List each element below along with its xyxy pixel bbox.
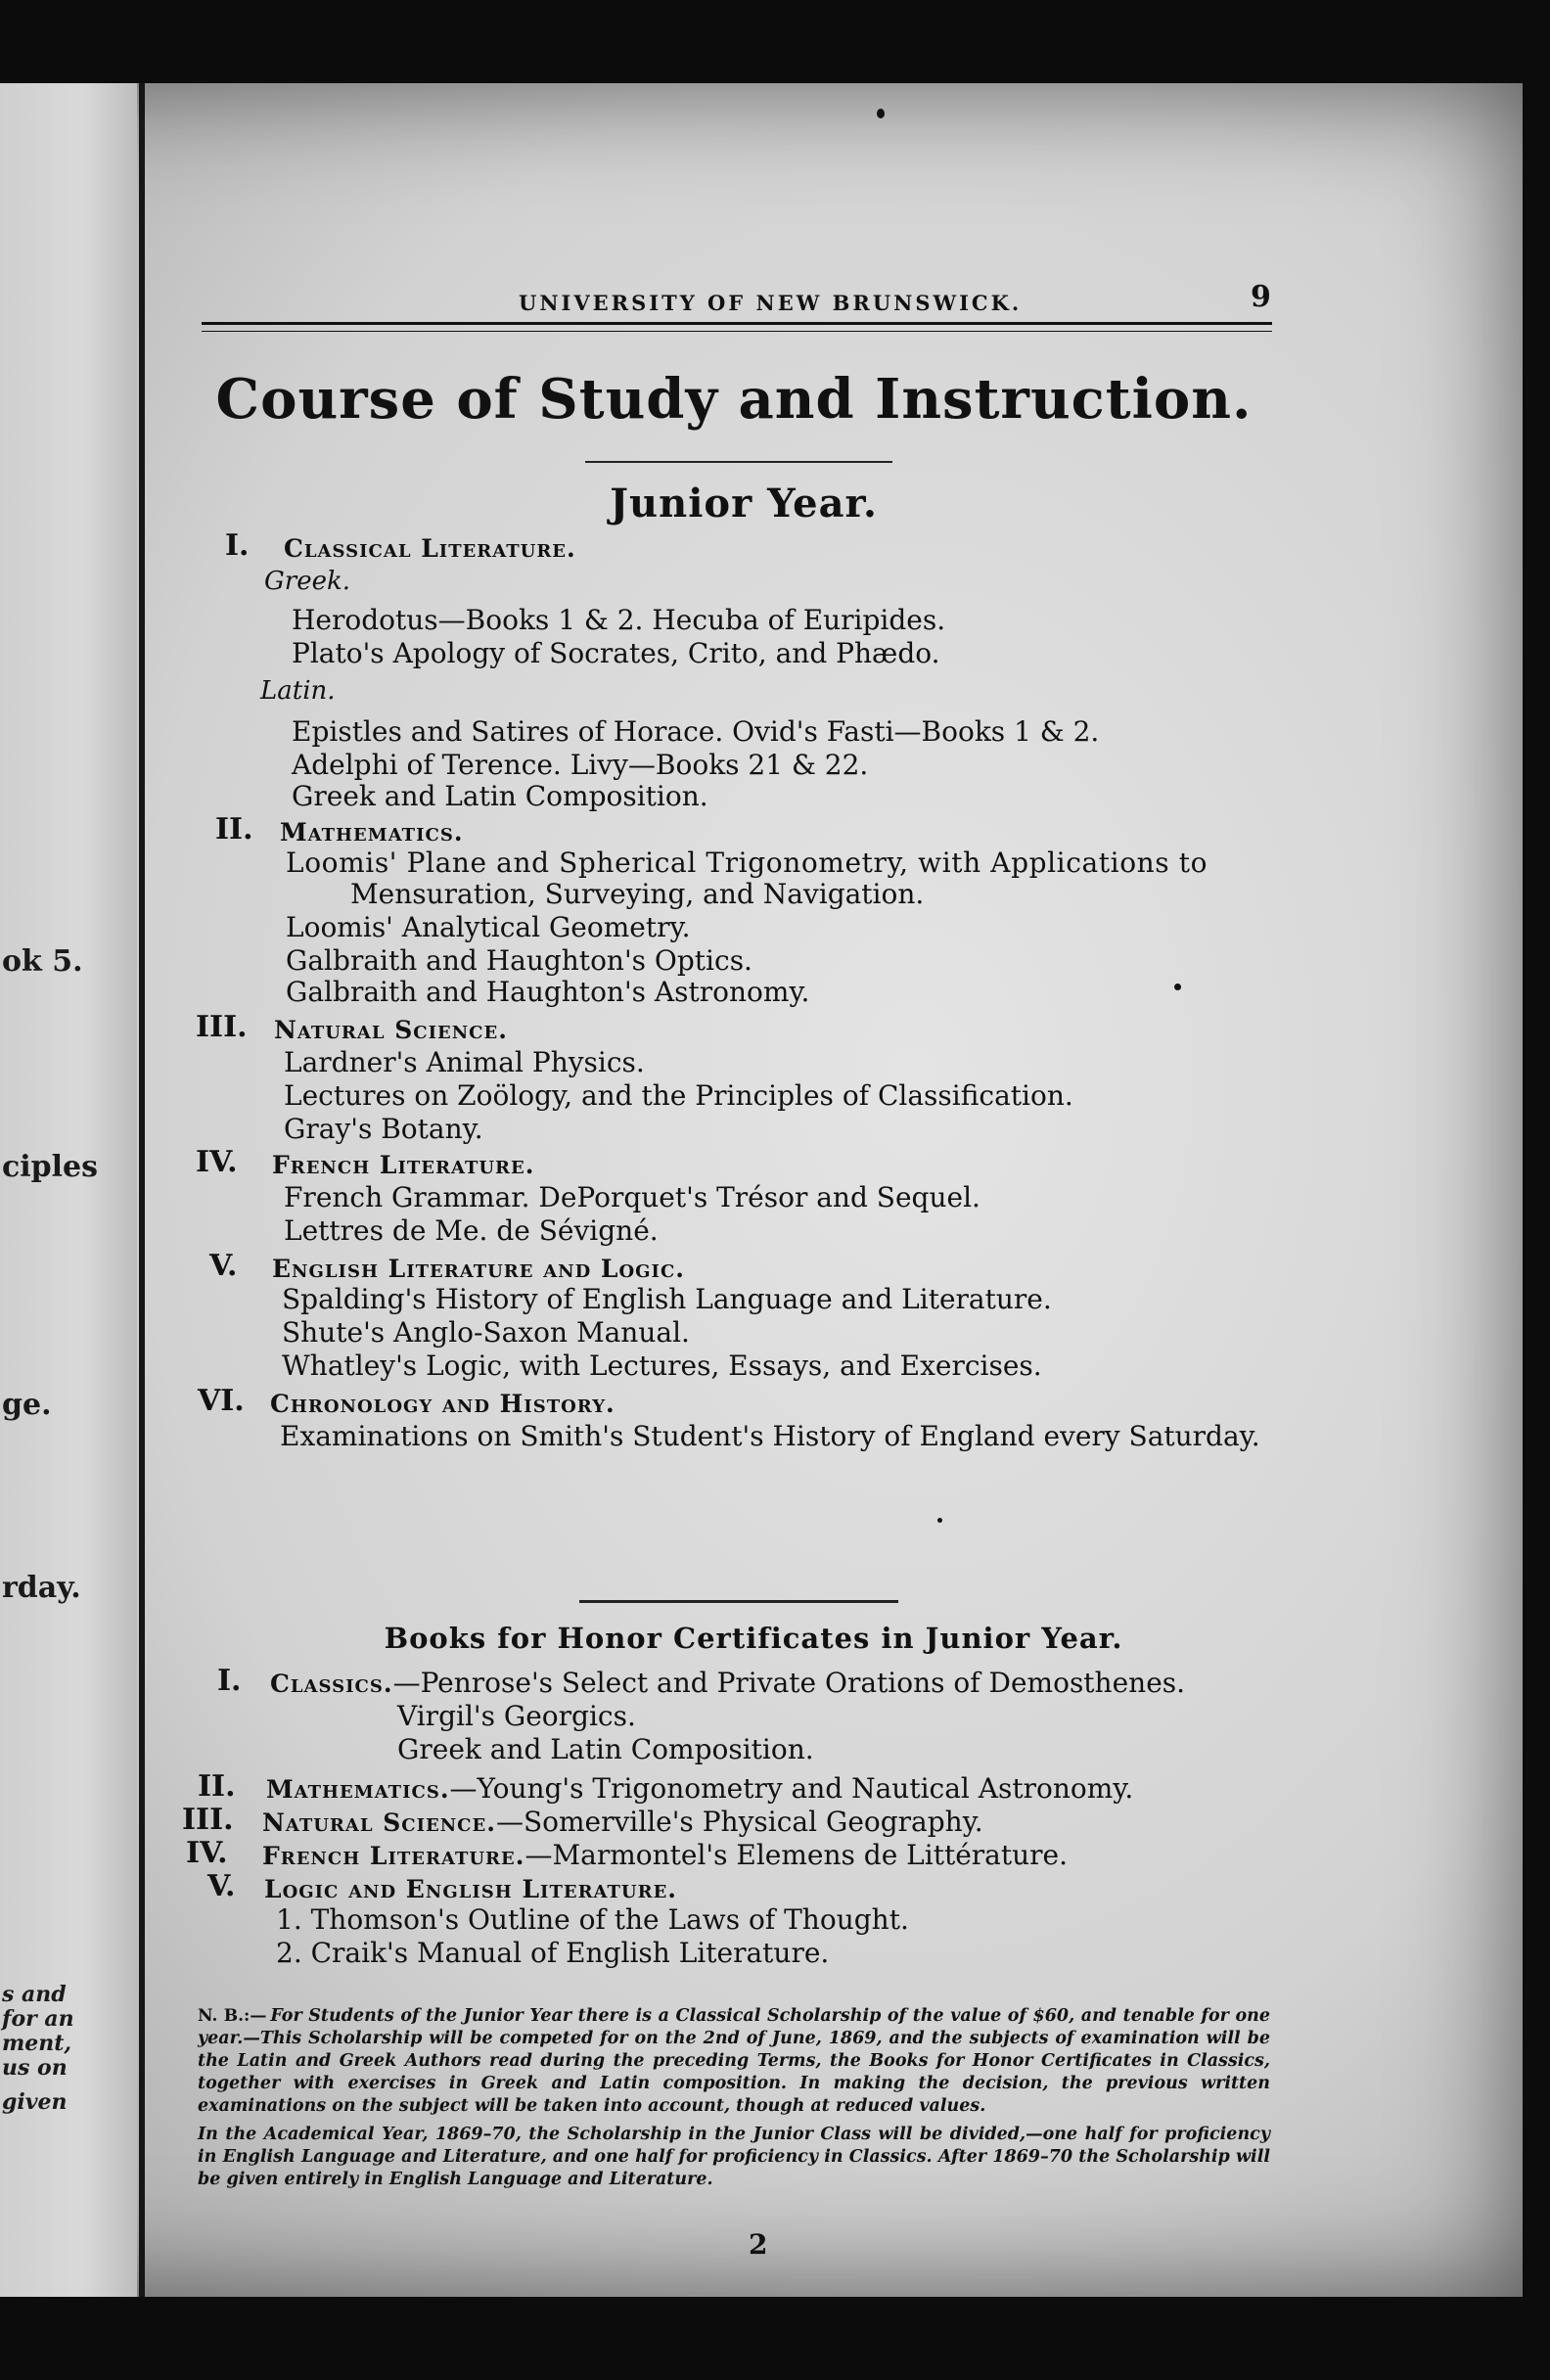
honor-numeral: IV. bbox=[186, 1836, 228, 1870]
book-line: Gray's Botany. bbox=[284, 1113, 483, 1145]
book-line: Epistles and Satires of Horace. Ovid's Fasti—Books 1 & 2. bbox=[292, 715, 1100, 748]
book-line: Lectures on Zoölogy, and the Principles of Classification. bbox=[284, 1079, 1073, 1112]
book-line: Loomis' Analytical Geometry. bbox=[286, 911, 691, 943]
honor-heading: Natural Science. bbox=[262, 1808, 496, 1837]
book-line: Adelphi of Terence. Livy—Books 21 & 22. bbox=[292, 749, 869, 781]
honor-line bbox=[262, 1806, 983, 1840]
honor-numeral: III. bbox=[182, 1803, 234, 1837]
honor-heading: Logic and English Literature. bbox=[264, 1875, 678, 1903]
subsection-label: Latin. bbox=[260, 676, 336, 706]
document-page bbox=[182, 83, 1272, 2297]
honor-text: —Marmontel's Elemens de Littérature. bbox=[524, 1839, 1069, 1871]
header-rule bbox=[202, 322, 1272, 332]
note-paragraph: In the Academical Year, 1869–70, the Scholarship in the Junior Class will be divided,—one half for proficiency in English Language and Literature, and one half for proficiency in Classics. After 1869–70 the Scholarship will be given entirely in English Language and Literature. bbox=[198, 2125, 1270, 2189]
left-fragment: ok 5. bbox=[2, 944, 83, 979]
honor-heading: Classics. bbox=[270, 1670, 393, 1698]
note-lead: N. B.:— bbox=[198, 2006, 267, 2026]
honor-numeral: I. bbox=[217, 1664, 242, 1698]
section-numeral: IV. bbox=[196, 1145, 238, 1179]
book-line: Spalding's History of English Language and Literature. bbox=[282, 1283, 1052, 1315]
book-line: Galbraith and Haughton's Astronomy. bbox=[286, 976, 810, 1008]
honor-text: —Penrose's Select and Private Orations of Demosthenes. bbox=[392, 1667, 1186, 1699]
left-fragment: s and bbox=[2, 1982, 67, 2007]
left-fragment: rday. bbox=[2, 1571, 81, 1605]
book-line: French Grammar. DePorquet's Trésor and Sequel. bbox=[284, 1181, 980, 1213]
book-line: Galbraith and Haughton's Optics. bbox=[286, 944, 752, 977]
book-line: Shute's Anglo-Saxon Manual. bbox=[282, 1316, 690, 1349]
left-fragment: for an bbox=[2, 2006, 74, 2032]
honor-numeral: II. bbox=[198, 1769, 236, 1804]
subsection-label: Greek. bbox=[264, 567, 350, 596]
honor-line bbox=[266, 1772, 1133, 1807]
note-text: For Students of the Junior Year there is a Classical Scholarship of the value of $60, and tenable for one year.—This Scholarship will be competed for on the 2nd of June, 1869, and the subjects of examination will be the Latin and Greek Authors read during the preceding Terms, the Books for Honor Certificates in Classics, together with exercises in Greek and Latin composition. In making the decision, the previous written examinations on the subject will be taken into account, though at reduced values. bbox=[198, 2006, 1271, 2116]
honor-line bbox=[264, 1872, 677, 1906]
book-line: Plato's Apology of Socrates, Crito, and Phædo. bbox=[292, 637, 940, 669]
note-paragraph bbox=[198, 2005, 1270, 2118]
print-speck bbox=[877, 109, 885, 118]
left-fragment: us on bbox=[2, 2055, 68, 2081]
honor-numeral: V. bbox=[207, 1869, 236, 1903]
signature-mark: 2 bbox=[749, 2228, 768, 2261]
page-gutter bbox=[139, 83, 145, 2297]
honor-line: Greek and Latin Composition. bbox=[397, 1733, 814, 1765]
book-line: Greek and Latin Composition. bbox=[292, 780, 708, 812]
main-title: Course of Study and Instruction. bbox=[215, 367, 1253, 432]
section-heading: English Literature and Logic. bbox=[272, 1255, 686, 1283]
section-heading: Classical Literature. bbox=[284, 534, 576, 563]
section-numeral: I. bbox=[225, 528, 250, 563]
honor-subitem: 2. Craik's Manual of English Literature. bbox=[276, 1937, 830, 1969]
running-head: UNIVERSITY OF NEW BRUNSWICK. bbox=[519, 291, 1023, 315]
section-title: Junior Year. bbox=[610, 481, 878, 526]
scanned-spread bbox=[0, 83, 1523, 2297]
honor-heading: French Literature. bbox=[262, 1842, 525, 1870]
left-fragment: given bbox=[2, 2089, 68, 2115]
book-line: Herodotus—Books 1 & 2. Hecuba of Euripides. bbox=[292, 604, 946, 636]
title-rule bbox=[585, 461, 892, 463]
honor-title: Books for Honor Certificates in Junior Year. bbox=[384, 1622, 1123, 1655]
section-numeral: VI. bbox=[198, 1384, 245, 1418]
section-numeral: V. bbox=[209, 1249, 238, 1283]
print-speck bbox=[1174, 984, 1181, 990]
book-line: Whatley's Logic, with Lectures, Essays, and Exercises. bbox=[282, 1350, 1042, 1382]
section-numeral: III. bbox=[196, 1010, 248, 1044]
print-speck bbox=[937, 1518, 942, 1523]
left-fragment: ciples bbox=[2, 1150, 99, 1184]
scholarship-note bbox=[198, 2005, 1270, 2197]
section-numeral: II. bbox=[215, 812, 253, 847]
section-heading: Chronology and History. bbox=[270, 1390, 615, 1418]
book-line: Mensuration, Surveying, and Navigation. bbox=[350, 878, 925, 910]
book-line: Lettres de Me. de Sévigné. bbox=[284, 1214, 659, 1247]
honor-rule bbox=[579, 1600, 898, 1603]
honor-line bbox=[262, 1839, 1068, 1873]
honor-text: —Young's Trigonometry and Nautical Astronomy. bbox=[449, 1772, 1134, 1805]
honor-text: —Somerville's Physical Geography. bbox=[495, 1806, 983, 1838]
book-line: Examinations on Smith's Student's History of England every Saturday. bbox=[280, 1420, 1260, 1452]
left-fragment: ment, bbox=[2, 2031, 72, 2056]
left-facing-page bbox=[0, 83, 137, 2297]
section-heading: Natural Science. bbox=[274, 1016, 508, 1044]
honor-line bbox=[270, 1667, 1185, 1701]
honor-subitem: 1. Thomson's Outline of the Laws of Thought. bbox=[276, 1903, 909, 1936]
book-line: Lardner's Animal Physics. bbox=[284, 1046, 645, 1078]
honor-line: Virgil's Georgics. bbox=[397, 1700, 636, 1732]
section-heading: French Literature. bbox=[272, 1151, 535, 1179]
section-heading: Mathematics. bbox=[280, 818, 464, 847]
honor-heading: Mathematics. bbox=[266, 1775, 450, 1804]
left-fragment: ge. bbox=[2, 1388, 52, 1422]
page-number: 9 bbox=[1251, 280, 1271, 314]
book-line: Loomis' Plane and Spherical Trigonometry, with Applications to bbox=[286, 847, 1208, 879]
